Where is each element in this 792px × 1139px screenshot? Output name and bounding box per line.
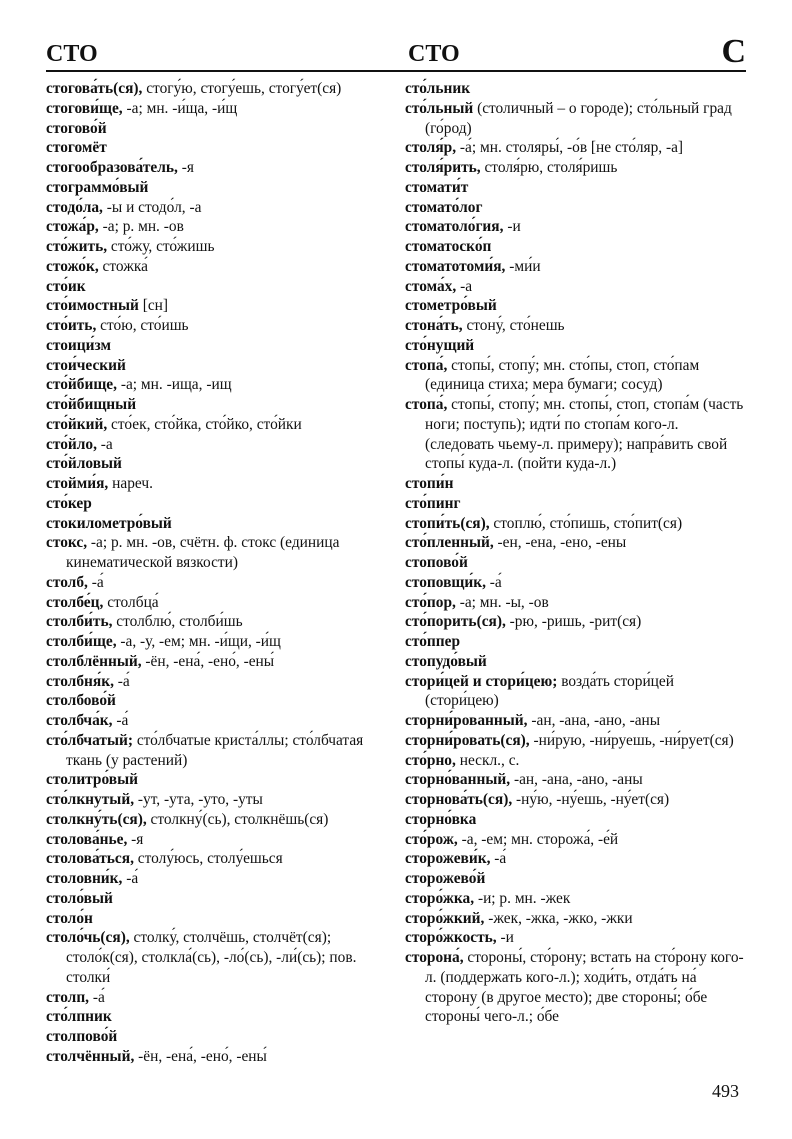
dictionary-entry: [46, 237, 376, 257]
entry-headword: сто́йловый: [46, 455, 122, 473]
entry-headword: сто́ппер: [405, 633, 461, 650]
entry-headword: столби́ть,: [46, 613, 113, 631]
entry-definition: -и: [496, 929, 514, 947]
dictionary-entry: [405, 198, 747, 218]
entry-headword: сто́жить,: [46, 238, 108, 255]
entry-headword: сто́пленный,: [405, 534, 494, 552]
dictionary-entry: [405, 731, 747, 751]
entry-headword: столпово́й: [46, 1028, 118, 1045]
entry-definition: -а; р. мн. -ов: [98, 218, 184, 236]
entry-headword: сто́имостный: [46, 297, 139, 315]
entry-headword: стона́ть,: [405, 317, 463, 334]
entry-headword: столо́чь(ся),: [46, 929, 130, 947]
entry-headword: стори́цей и стори́цею;: [405, 672, 558, 690]
dictionary-entry: [46, 356, 376, 376]
dictionary-entry: [405, 751, 747, 771]
entry-definition: нареч.: [108, 475, 153, 492]
dictionary-entry: [46, 790, 376, 810]
dictionary-entry: [46, 277, 376, 297]
entry-headword: столкну́ть(ся),: [46, 810, 147, 828]
entry-headword: столитро́вый: [46, 771, 138, 789]
dictionary-entry: [46, 395, 376, 415]
entry-definition: -а́: [113, 672, 130, 690]
entry-headword: столб,: [46, 573, 88, 591]
entry-headword: сто́льник: [405, 80, 471, 97]
page-header: [46, 33, 746, 72]
entry-definition: столку́, столчёшь, столчёт(ся); столо́к(ся), столкла́(сь), -ло́(сь), -ли́(сь); пов. столки́: [66, 929, 357, 986]
dictionary-entry: [46, 909, 376, 929]
dictionary-entry: [46, 810, 376, 830]
entry-headword: стогово́й: [46, 119, 107, 137]
dictionary-entry: [405, 178, 747, 198]
dictionary-entry: [405, 830, 747, 850]
entry-headword: столбово́й: [46, 692, 116, 710]
entry-headword: столби́ще,: [46, 633, 117, 650]
entry-headword: столо́н: [46, 909, 93, 927]
dictionary-entry: [46, 79, 376, 99]
entry-headword: сторона́,: [405, 949, 464, 966]
dictionary-entry: [405, 711, 747, 731]
entry-headword: сто́кер: [46, 494, 92, 512]
entry-headword: сто́нущий: [405, 336, 475, 354]
entry-definition: -жек, -жка, -жко, -жки: [484, 909, 633, 927]
entry-definition: -ну́ю, -ну́ешь, -ну́ет(ся): [512, 791, 670, 808]
entry-definition: -ы и стодо́л, -а: [102, 198, 202, 216]
dictionary-entry: [46, 830, 376, 850]
dictionary-entry: [405, 395, 747, 474]
dictionary-entry: [405, 138, 747, 158]
entry-headword: стопа́,: [405, 356, 448, 374]
dictionary-entry: [405, 277, 747, 297]
dictionary-entry: [405, 632, 747, 652]
entry-headword: сто́ить,: [46, 317, 97, 334]
entry-definition: (столичный – о городе); сто́льный град (го́род): [425, 99, 732, 137]
dictionary-entry: [405, 316, 747, 336]
dictionary-entry: [46, 316, 376, 336]
entry-definition: -а́: [490, 850, 507, 868]
entry-headword: стогови́ще,: [46, 99, 123, 117]
right-column: [405, 79, 747, 1027]
dictionary-entry: [46, 889, 376, 909]
entry-headword: сторо́жкий,: [405, 909, 485, 927]
entry-headword: сто́лбчатый;: [46, 731, 133, 749]
dictionary-entry: [405, 356, 747, 396]
entry-headword: столовни́к,: [46, 870, 123, 887]
entry-definition: -а, -ем; мн. сторожа́, -е́й: [457, 830, 619, 848]
entry-definition: -а́: [122, 870, 139, 887]
entry-headword: столчённый,: [46, 1047, 135, 1065]
entry-headword: сторожево́й: [405, 870, 486, 887]
entry-headword: сторни́ровать(ся),: [405, 731, 530, 749]
dictionary-entry: [405, 672, 747, 712]
entry-headword: стоици́зм: [46, 336, 111, 354]
entry-definition: столбца́: [103, 593, 159, 611]
entry-headword: стогова́ть(ся),: [46, 80, 143, 97]
dictionary-entry: [405, 593, 747, 613]
entry-definition: -и; р. мн. -жек: [474, 889, 571, 907]
dictionary-entry: [405, 257, 747, 277]
dictionary-entry: [46, 514, 376, 534]
entry-headword: сто́пинг: [405, 494, 461, 512]
entry-headword: стограммо́вый: [46, 178, 149, 196]
entry-headword: сторо́жка,: [405, 889, 475, 907]
entry-headword: сто́лкнутый,: [46, 791, 135, 808]
entry-definition: сто́жу, сто́жишь: [107, 238, 215, 255]
entry-definition: -ут, -ута, -уто, -уты: [134, 791, 263, 808]
dictionary-entry: [46, 198, 376, 218]
entry-headword: стоматоско́п: [405, 238, 492, 255]
entry-headword: стоповщи́к,: [405, 573, 486, 591]
dictionary-entry: [46, 1027, 376, 1047]
entry-headword: сторнова́ть(ся),: [405, 791, 513, 808]
dictionary-entry: [405, 928, 747, 948]
dictionary-entry: [405, 889, 747, 909]
entry-headword: сто́йбищный: [46, 396, 137, 413]
dictionary-entry: [46, 731, 376, 771]
entry-definition: [сн]: [138, 297, 169, 315]
dictionary-entry: [405, 810, 747, 830]
entry-definition: -ан, -ана, -ано, -аны: [527, 712, 661, 729]
entry-headword: сторно́вка: [405, 810, 477, 828]
entry-definition: -ен, -ена, -ено, -ены: [493, 534, 627, 552]
entry-headword: стометро́вый: [405, 297, 497, 315]
dictionary-entry: [46, 770, 376, 790]
dictionary-entry: [46, 632, 376, 652]
entry-definition: -ан, -ана, -ано, -аны: [510, 771, 643, 789]
entry-definition: -ни́рую, -ни́руешь, -ни́рует(ся): [529, 731, 734, 749]
entry-headword: сто́ик: [46, 277, 86, 295]
entry-headword: стокс,: [46, 534, 88, 552]
entry-headword: стопи́н: [405, 475, 454, 492]
entry-definition: сто́ек, сто́йка, сто́йко, сто́йки: [107, 415, 302, 433]
entry-headword: сто́йкий,: [46, 415, 108, 433]
dictionary-entry: [46, 138, 376, 158]
entry-headword: сто́рож,: [405, 830, 458, 848]
entry-definition: -а; р. мн. -ов, счётн. ф. стокс (единица кинематической вязкости): [66, 534, 340, 571]
entry-headword: столбе́ц,: [46, 593, 104, 611]
dictionary-entry: [46, 454, 376, 474]
entry-definition: -а́; мн. столяры́, -о́в [не сто́ляр, -а]: [456, 139, 684, 157]
dictionary-entry: [405, 79, 747, 99]
dictionary-entry: [46, 119, 376, 139]
dictionary-entry: [405, 237, 747, 257]
entry-headword: стоматоло́гия,: [405, 218, 504, 236]
dictionary-entry: [405, 514, 747, 534]
entry-definition: -ён, -ена́, -ено́, -ены́: [134, 1047, 267, 1065]
dictionary-entry: [46, 474, 376, 494]
entry-definition: сто́ю, сто́ишь: [96, 317, 189, 334]
dictionary-entry: [405, 296, 747, 316]
running-headword-left: СТО: [46, 41, 98, 67]
dictionary-entry: [46, 99, 376, 119]
entry-headword: столова́ться,: [46, 850, 134, 868]
entry-headword: сторожеви́к,: [405, 850, 491, 868]
entry-definition: -а́: [87, 573, 104, 591]
entry-definition: стожка́: [98, 257, 148, 275]
entry-headword: стожо́к,: [46, 257, 99, 275]
dictionary-entry: [46, 988, 376, 1008]
dictionary-entry: [46, 849, 376, 869]
entry-headword: столп,: [46, 988, 90, 1006]
dictionary-entry: [405, 494, 747, 514]
dictionary-entry: [405, 217, 747, 237]
entry-definition: стогу́ю, стогу́ешь, стогу́ет(ся): [142, 80, 342, 97]
entry-headword: сторо́жкость,: [405, 929, 497, 947]
entry-headword: стогомёт: [46, 139, 107, 157]
dictionary-entry: [405, 553, 747, 573]
entry-definition: -ён, -ена́, -ено́, -ены́: [141, 652, 275, 670]
dictionary-entry: [46, 375, 376, 395]
dictionary-entry: [46, 435, 376, 455]
entry-headword: столя́рить,: [405, 159, 481, 176]
entry-headword: сто́пор,: [405, 593, 456, 611]
dictionary-entry: [405, 849, 747, 869]
entry-definition: столя́рю, столя́ришь: [480, 159, 618, 176]
dictionary-entry: [46, 612, 376, 632]
entry-headword: стои́ческий: [46, 356, 126, 374]
entry-definition: столблю́, столби́шь: [112, 613, 243, 631]
dictionary-entry: [46, 691, 376, 711]
entry-headword: сторно́ванный,: [405, 771, 511, 789]
entry-definition: -а́: [112, 712, 129, 729]
page-number: 493: [712, 1081, 739, 1101]
entry-headword: сто́йбище,: [46, 376, 117, 394]
entry-definition: -ми́и: [505, 257, 541, 275]
entry-definition: нескл., с.: [455, 751, 520, 769]
dictionary-entry: [46, 257, 376, 277]
entry-definition: -а: [96, 435, 113, 453]
dictionary-entry: [405, 533, 747, 553]
dictionary-entry: [405, 770, 747, 790]
dictionary-entry: [46, 869, 376, 889]
entry-headword: стойми́я,: [46, 475, 109, 492]
dictionary-entry: [46, 652, 376, 672]
entry-headword: столбча́к,: [46, 712, 113, 729]
dictionary-entry: [405, 336, 747, 356]
dictionary-entry: [46, 217, 376, 237]
entry-definition: стороны́, сто́рону; встать на сто́рону кого-л. (поддержать кого-л.); ходи́ть, отда́ть на́ сторону (в другое место); две стороны́; о́бе стороны́ чего-л.; о́бе: [425, 949, 744, 1026]
dictionary-entry: [46, 158, 376, 178]
dictionary-entry: [46, 1047, 376, 1067]
entry-definition: -а: [456, 277, 473, 295]
dictionary-entry: [46, 336, 376, 356]
dictionary-entry: [46, 928, 376, 987]
dictionary-entry: [46, 494, 376, 514]
entry-headword: столблённый,: [46, 652, 142, 670]
entry-headword: стопи́ть(ся),: [405, 514, 490, 532]
entry-definition: -а, -у, -ем; мн. -и́щи, -и́щ: [116, 633, 281, 650]
dictionary-entry: [46, 415, 376, 435]
entry-headword: стомати́т: [405, 178, 469, 196]
entry-headword: стопово́й: [405, 554, 468, 571]
dictionary-entry: [405, 790, 747, 810]
entry-headword: стопудо́вый: [405, 652, 487, 670]
entry-headword: стокилометро́вый: [46, 514, 172, 532]
entry-definition: возда́ть стори́цей (стори́цею): [425, 672, 674, 710]
entry-headword: сто́лпник: [46, 1008, 112, 1026]
dictionary-entry: [46, 593, 376, 613]
entry-definition: -я: [127, 830, 144, 848]
entry-headword: стопа́,: [405, 396, 448, 413]
entry-headword: столо́вый: [46, 889, 113, 907]
section-letter: С: [721, 33, 746, 70]
entry-headword: сто́льный: [405, 99, 474, 117]
entry-definition: стоплю́, сто́пишь, сто́пит(ся): [489, 514, 683, 532]
dictionary-entry: [405, 652, 747, 672]
entry-headword: стожа́р,: [46, 218, 99, 236]
entry-definition: стопы́, стопу́; мн. стопы́, стоп, стопа́м (часть ноги; поступь); идти́ по стопа́м кого-л. (следовать чьему-л. примеру); напра́вить свой стопы́ куда-л. (пойти куда-л.): [425, 396, 744, 473]
dictionary-entry: [405, 869, 747, 889]
dictionary-entry: [46, 296, 376, 316]
dictionary-entry: [405, 612, 747, 632]
entry-headword: столова́нье,: [46, 830, 128, 848]
running-headword-right: СТО: [408, 41, 460, 67]
entry-definition: -а; мн. -ища, -ищ: [117, 376, 232, 394]
dictionary-entry: [46, 533, 376, 573]
entry-definition: -а; мн. -ы, -ов: [455, 593, 549, 611]
entry-headword: сто́йло,: [46, 435, 97, 453]
entry-definition: -рю, -ришь, -рит(ся): [505, 613, 642, 631]
entry-headword: сто́рно,: [405, 751, 456, 769]
dictionary-entry: [46, 573, 376, 593]
dictionary-entry: [405, 573, 747, 593]
dictionary-entry: [46, 178, 376, 198]
dictionary-entry: [46, 1007, 376, 1027]
entry-headword: стоматотоми́я,: [405, 257, 506, 275]
dictionary-entry: [405, 158, 747, 178]
dictionary-entry: [405, 99, 747, 139]
dictionary-entry: [46, 672, 376, 692]
entry-headword: стодо́ла,: [46, 198, 103, 216]
entry-definition: столу́юсь, столу́ешься: [133, 850, 283, 868]
entry-definition: -я: [177, 159, 194, 176]
entry-headword: сто́порить(ся),: [405, 613, 506, 631]
entry-definition: сто́лбчатые криста́ллы; сто́лбчатая ткань (у растений): [66, 731, 364, 769]
entry-definition: стопы́, стопу́; мн. сто́пы, стоп, сто́пам (единица стиха; мера бумаги; сосуд): [425, 356, 700, 394]
entry-definition: -а́: [89, 988, 105, 1006]
entry-headword: сторни́рованный,: [405, 712, 528, 729]
dictionary-entry: [405, 474, 747, 494]
dictionary-entry: [405, 948, 747, 1027]
entry-definition: стону́, сто́нешь: [462, 317, 565, 334]
entry-definition: столкну́(сь), столкнёшь(ся): [146, 810, 329, 828]
entry-headword: стогообразова́тель,: [46, 159, 178, 176]
entry-headword: стома́х,: [405, 277, 457, 295]
entry-headword: столя́р,: [405, 139, 457, 157]
entry-definition: -а́: [485, 573, 502, 591]
dictionary-entry: [46, 711, 376, 731]
dictionary-entry: [405, 909, 747, 929]
left-column: [46, 79, 376, 1067]
entry-definition: -и: [503, 218, 521, 236]
entry-definition: -а; мн. -и́ща, -и́щ: [122, 99, 238, 117]
entry-headword: стомато́лог: [405, 198, 483, 216]
entry-headword: столбня́к,: [46, 672, 114, 690]
